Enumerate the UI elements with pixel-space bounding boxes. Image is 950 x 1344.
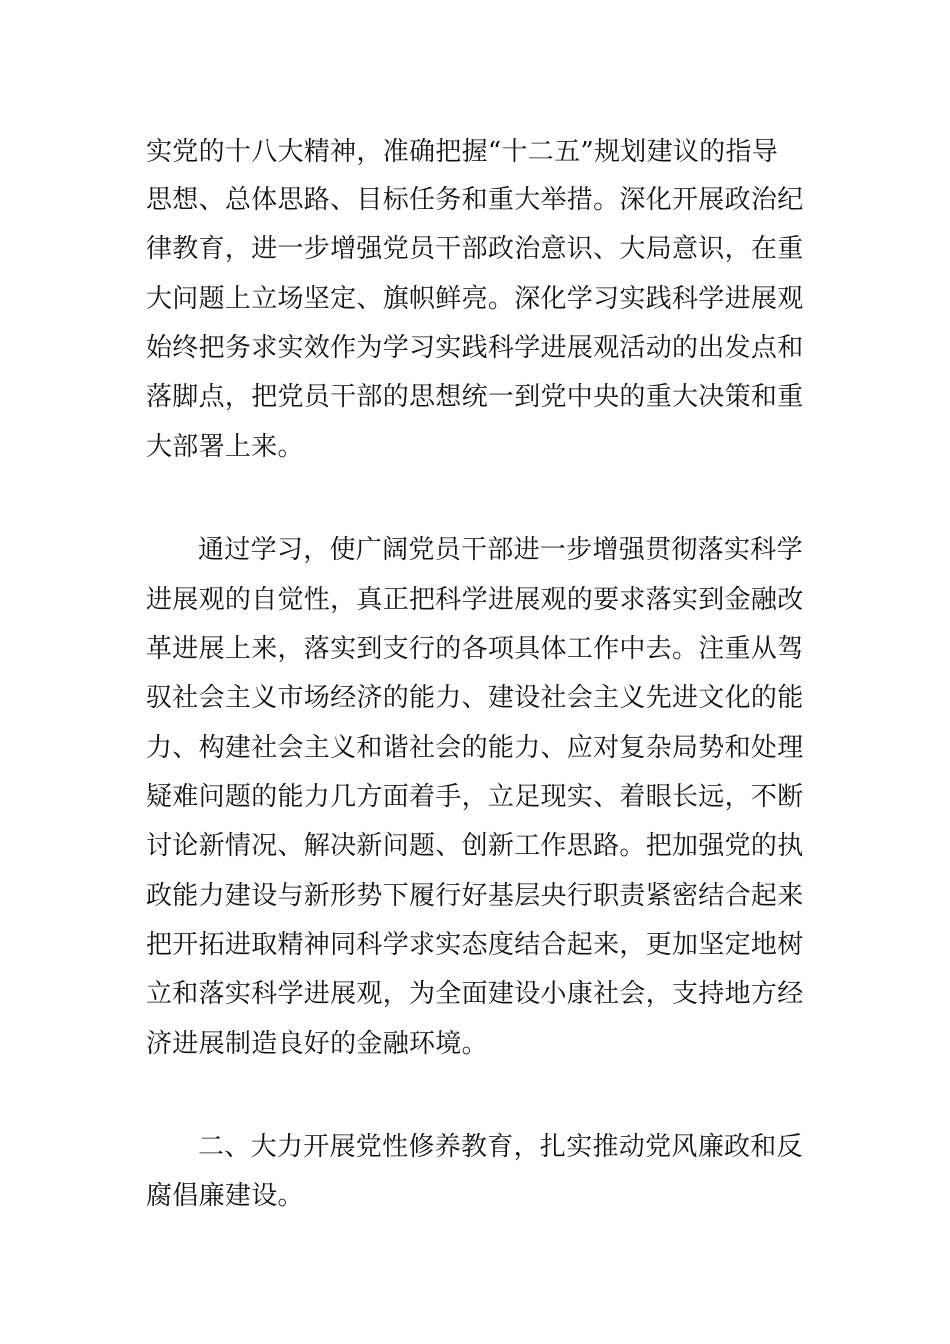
text-line: 思想、总体思路、目标任务和重大举措。深化开展政治纪 (146, 185, 804, 215)
text-line: 把开拓进取精神同科学求实态度结合起来，更加坚定地树 (146, 930, 804, 960)
text-line: 通过学习，使广阔党员干部进一步增强贯彻落实科学 (198, 535, 803, 565)
text-line: 疑难问题的能力几方面着手，立足现实、着眼长远，不断 (146, 782, 804, 812)
text-line: 济进展制造良好的金融环境。 (146, 1029, 488, 1059)
text-line: 大问题上立场坚定、旗帜鲜亮。深化学习实践科学进展观 (146, 284, 804, 314)
text-line: 政能力建设与新形势下履行好基层央行职责紧密结合起来 (146, 881, 804, 911)
section-heading-line: 腐倡廉建设。 (146, 1181, 304, 1211)
text-line: 落脚点，把党员干部的思想统一到党中央的重大决策和重 (146, 382, 804, 412)
text-line: 驭社会主义市场经济的能力、建设社会主义先进文化的能 (146, 683, 804, 713)
section-heading-line: 二、大力开展党性修养教育，扎实推动党风廉政和反 (198, 1132, 803, 1162)
text-line: 革进展上来，落实到支行的各项具体工作中去。注重从驾 (146, 634, 804, 664)
text-line: 始终把务求实效作为学习实践科学进展观活动的出发点和 (146, 333, 804, 363)
text-line: 力、构建社会主义和谐社会的能力、应对复杂局势和处理 (146, 733, 804, 763)
text-line: 大部署上来。 (146, 432, 304, 462)
text-line: 讨论新情况、解决新问题、创新工作思路。把加强党的执 (146, 831, 804, 861)
text-line: 律教育，进一步增强党员干部政治意识、大局意识，在重 (146, 234, 804, 264)
text-line: 立和落实科学进展观，为全面建设小康社会，支持地方经 (146, 979, 804, 1009)
text-line: 实党的十八大精神，准确把握“十二五”规划建议的指导 (146, 137, 779, 167)
text-line: 进展观的自觉性，真正把科学进展观的要求落实到金融改 (146, 585, 804, 615)
